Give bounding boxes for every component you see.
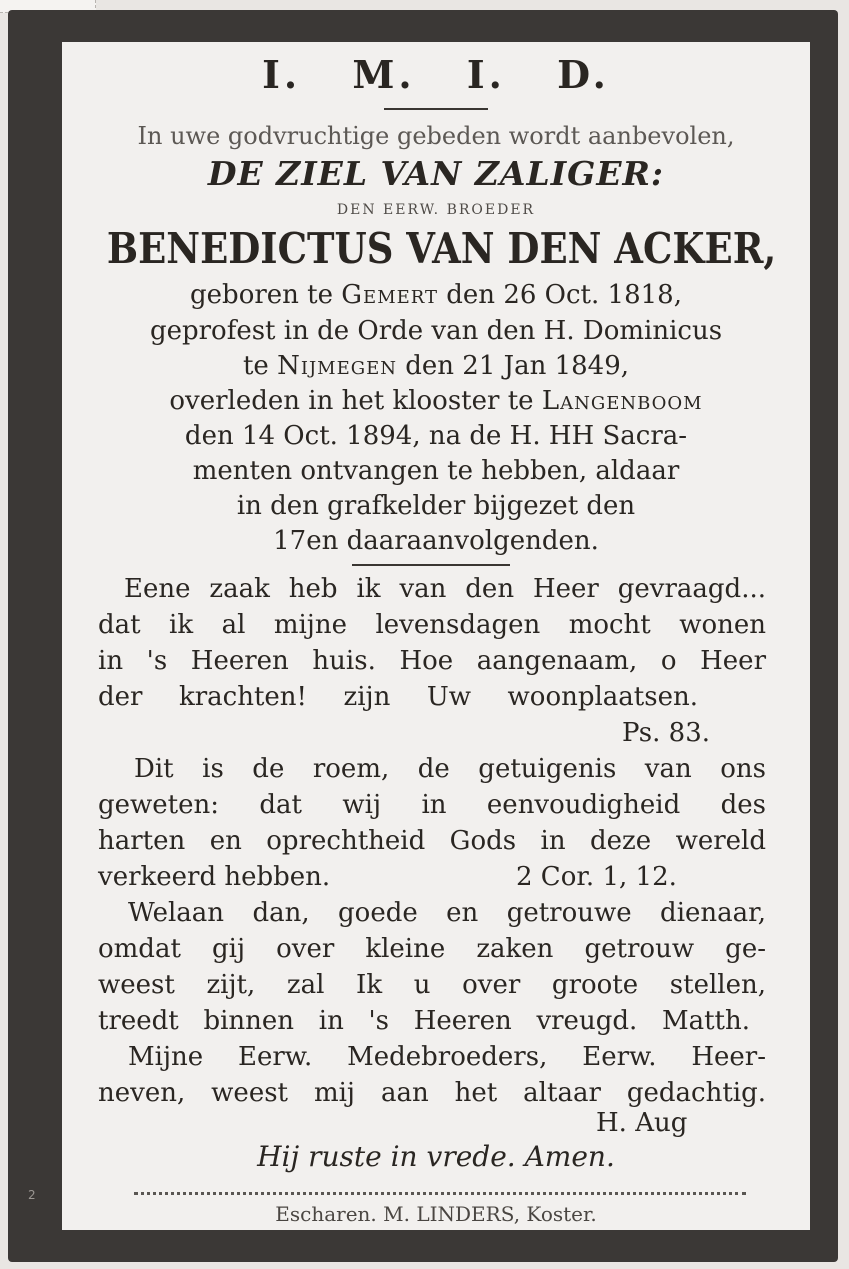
bio-line-8: 17en daaraanvolgenden. [273, 526, 599, 556]
bio-text: geboren te [190, 280, 342, 310]
mourning-card-border [8, 10, 838, 1262]
deceased-name: BENEDICTUS VAN DEN ACKER, [106, 224, 777, 273]
matthew-line: treedt binnen in 's Heeren vreugd. Matth. [98, 1006, 750, 1036]
psalm-line: in 's Heeren huis. Hoe aangenaam, o Heer [98, 646, 766, 676]
title-line: DEN EERW. BROEDER [336, 202, 536, 218]
psalm-line: Eene zaak heb ik van den Heer gevraagd... [124, 574, 766, 604]
bio-line-5: den 14 Oct. 1894, na de H. HH Sacra- [184, 421, 688, 451]
corinthians-line: geweten: dat wij in eenvoudigheid des [98, 790, 766, 820]
mourning-card [62, 42, 810, 1230]
psalm-line: dat ik al mijne levensdagen mocht wonen [98, 610, 766, 640]
printer-credit: Escharen. M. LINDERS, Koster. [275, 1202, 597, 1226]
bio-text: te [242, 351, 278, 381]
matthew-line: weest zijt, zal Ik u over groote stellen, [98, 970, 766, 1000]
bio-line-1 [62, 280, 810, 310]
psalm-line: der krachten! zijn Uw woonplaatsen. [98, 682, 698, 712]
bio-text: den 21 Jan 1849, [397, 351, 630, 381]
bio-line-3 [62, 351, 810, 381]
bio-line-7: in den grafkelder bijgezet den [236, 491, 636, 521]
corinthians-line: Dit is de roem, de getuigenis van ons [134, 754, 766, 784]
matthew-line: omdat gij over kleine zaken getrouw ge- [98, 934, 766, 964]
dotted-divider [134, 1192, 746, 1195]
bio-line-6: menten ontvangen te hebben, aldaar [192, 456, 680, 486]
bio-line-2: geprofest in de Orde van den H. Dominicus [149, 316, 723, 346]
closing-prayer: Hij ruste in vrede. Amen. [257, 1140, 615, 1173]
corinthians-last-line: verkeerd hebben. [98, 862, 331, 892]
augustine-line: neven, weest mij aan het altaar gedachtig. [98, 1078, 766, 1108]
bio-line-4 [62, 386, 810, 416]
corinthians-line: harten en oprechtheid Gods in deze wereld [98, 826, 766, 856]
monogram-rule [384, 108, 488, 110]
corner-mark: 2 [28, 1188, 36, 1202]
matthew-line: Welaan dan, goede en getrouwe dienaar, [128, 898, 766, 928]
profession-place: Nijmegen [277, 351, 397, 381]
augustine-line: Mijne Eerw. Medebroeders, Eerw. Heer- [128, 1042, 766, 1072]
corinthians-reference: 2 Cor. 1, 12. [516, 862, 677, 892]
bio-text: den 26 Oct. 1818, [438, 280, 682, 310]
psalm-reference: Ps. 83. [622, 718, 711, 748]
section-rule [352, 564, 510, 566]
bio-text: overleden in het klooster te [169, 386, 542, 416]
death-place: Langenboom [541, 386, 703, 416]
augustine-reference: H. Aug [596, 1108, 688, 1138]
birth-place: Gemert [341, 280, 439, 310]
soul-heading: DE ZIEL VAN ZALIGER: [207, 154, 665, 193]
intro-lead: In uwe godvruchtige gebeden wordt aanbevolen, [137, 122, 735, 150]
monogram-heading: I. M. I. D. [262, 52, 610, 97]
